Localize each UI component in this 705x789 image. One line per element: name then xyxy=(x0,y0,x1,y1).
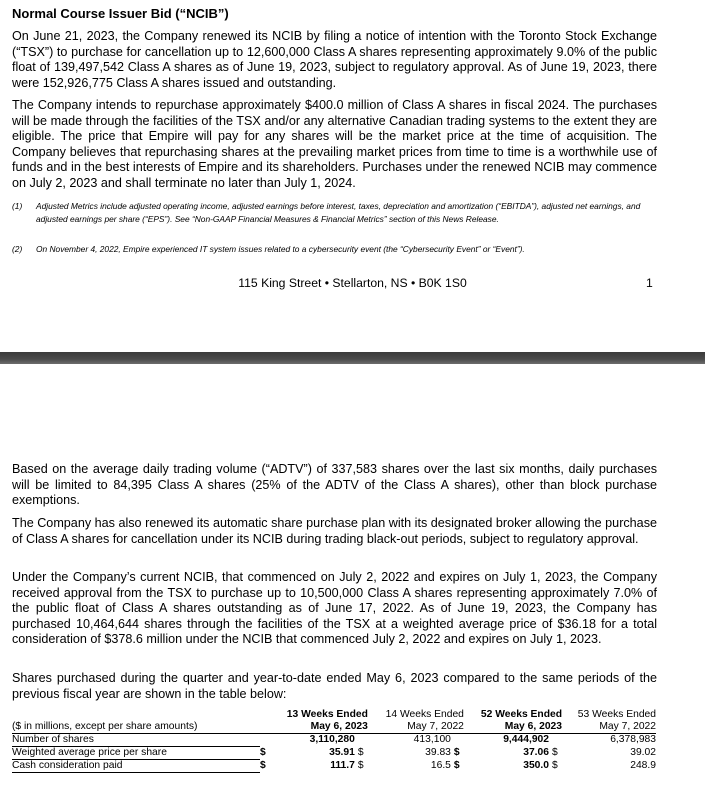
header-col-2-line2: May 7, 2022 xyxy=(368,721,464,734)
cell-value: 248.9 xyxy=(630,760,656,771)
unit-label: ($ in millions, except per share amounts) xyxy=(12,721,260,734)
row-label: Cash consideration paid xyxy=(12,760,260,773)
cell-value: 111.7 xyxy=(330,760,355,771)
row-label: Number of shares xyxy=(12,734,260,747)
table-header-row-1 xyxy=(12,709,656,721)
footnote-text: On November 4, 2022, Empire experienced IT system issues related to a cybersecurity event (the “Cybersecurity Event” or “Event”). xyxy=(36,244,525,254)
table-row xyxy=(12,747,656,760)
cell-value: 37.06 xyxy=(523,747,549,758)
header-col-1-line2: May 6, 2023 xyxy=(278,721,368,734)
footnote-text: Adjusted Metrics include adjusted operating income, adjusted earnings before interest, taxes, depreciation and amortization (“EBITDA”), adjusted net earnings, and adjusted earnings per share (“EPS”). See “Non-GAAP Financial Measures & Financial Metrics” section of this News Release. xyxy=(36,201,641,224)
row-currency-1: $ xyxy=(260,747,266,758)
footnote-number: (1) xyxy=(12,201,23,211)
header-col-4-line2: May 7, 2022 xyxy=(562,721,656,734)
cell-currency: $ xyxy=(357,747,364,758)
cell-currency: $ xyxy=(453,747,460,758)
shares-purchased-table xyxy=(12,709,656,773)
table-row xyxy=(12,760,656,773)
cell-value: 35.91 xyxy=(329,747,355,758)
cell-currency: $ xyxy=(357,760,364,771)
row-currency-1 xyxy=(260,734,278,747)
footnote-number: (2) xyxy=(12,244,23,254)
cell-value: 39.02 xyxy=(630,747,656,758)
cell-value: 6,378,983 xyxy=(610,734,656,746)
cell-currency: $ xyxy=(552,760,558,771)
page-1 xyxy=(0,0,705,302)
header-col-1-line1: 13 Weeks Ended xyxy=(286,709,368,720)
cell-value: 3,110,280 xyxy=(309,734,355,746)
page-number: 1 xyxy=(646,276,653,290)
cell-value: 16.5 xyxy=(430,760,451,771)
table-header-row-2 xyxy=(12,721,656,734)
header-col-4-line1: 53 Weeks Ended xyxy=(577,709,656,720)
paragraph-auto-purchase-plan: The Company has also renewed its automatic share purchase plan with its designated broker allowing the purchase of Class A shares for cancellation under its NCIB during trading black-out periods, subject to regulatory approval. xyxy=(12,516,657,546)
cell-value: 413,100 xyxy=(413,734,451,746)
cell-currency xyxy=(355,734,368,747)
section-heading: Normal Course Issuer Bid (“NCIB”) xyxy=(12,6,229,21)
row-currency-1: $ xyxy=(260,760,266,771)
paragraph-table-intro: Shares purchased during the quarter and year-to-date ended May 6, 2023 compared to the same periods of the previous fiscal year are shown in the table below: xyxy=(12,671,657,701)
paragraph-adtv: Based on the average daily trading volume (“ADTV”) of 337,583 shares over the last six months, daily purchases will be limited to 84,395 Class A shares (25% of the ADTV of the Class A shares), other than block purchase exemptions. xyxy=(12,462,657,508)
cell-currency: $ xyxy=(453,760,460,771)
cell-value: 39.83 xyxy=(425,747,451,758)
paragraph-current-ncib: Under the Company’s current NCIB, that commenced on July 2, 2022 and expires on July 1, 2023, the Company received approval from the TSX to purchase up to 10,500,000 Class A shares representing approximately 7.0% of the public float of Class A shares outstanding as of June 17, 2022. As of June 19, 2023, the Company has purchased 10,464,644 shares through the facilities of the TSX at a weighted average price of $36.18 for a total consideration of $378.6 million under the NCIB that commenced July 2, 2022 and expires on July 1, 2023. xyxy=(12,570,657,647)
header-col-3-line2: May 6, 2023 xyxy=(464,721,562,734)
page-2 xyxy=(0,368,705,789)
footnote-1 xyxy=(12,200,652,225)
page-separator xyxy=(0,352,705,364)
paragraph-repurchase-intent: The Company intends to repurchase approximately $400.0 million of Class A shares in fiscal 2024. The purchases will be made through the facilities of the TSX and/or any alternative Canadian trading systems to the extent they are eligible. The price that Empire will pay for any shares will be the market price at the time of acquisition. The Company believes that repurchasing shares at the prevailing market prices from time to time is a worthwhile use of funds and in the best interests of Empire and its shareholders. Purchases under the renewed NCIB may commence on July 2, 2023 and shall terminate no later than July 1, 2024. xyxy=(12,98,657,190)
cell-value: 350.0 xyxy=(523,760,549,771)
row-label: Weighted average price per share xyxy=(12,747,260,760)
footnote-2 xyxy=(12,243,652,256)
cell-currency: $ xyxy=(552,747,558,758)
cell-currency xyxy=(451,734,464,747)
table-row xyxy=(12,734,656,747)
paragraph-ncib-renewal: On June 21, 2023, the Company renewed its NCIB by filing a notice of intention with the Toronto Stock Exchange (“TSX”) to purchase for cancellation up to 12,600,000 Class A shares representing approximately 9.0% of the public float of 139,497,542 Class A shares as of June 19, 2023, subject to regulatory approval. As of June 19, 2023, there were 152,926,775 Class A shares issued and outstanding. xyxy=(12,29,657,90)
cell-currency xyxy=(549,734,562,747)
footer-address: 115 King Street • Stellarton, NS • B0K 1S0 xyxy=(238,276,467,290)
cell-value: 9,444,902 xyxy=(503,734,549,746)
header-col-3-line1: 52 Weeks Ended xyxy=(480,709,562,720)
header-col-2-line1: 14 Weeks Ended xyxy=(385,709,464,720)
